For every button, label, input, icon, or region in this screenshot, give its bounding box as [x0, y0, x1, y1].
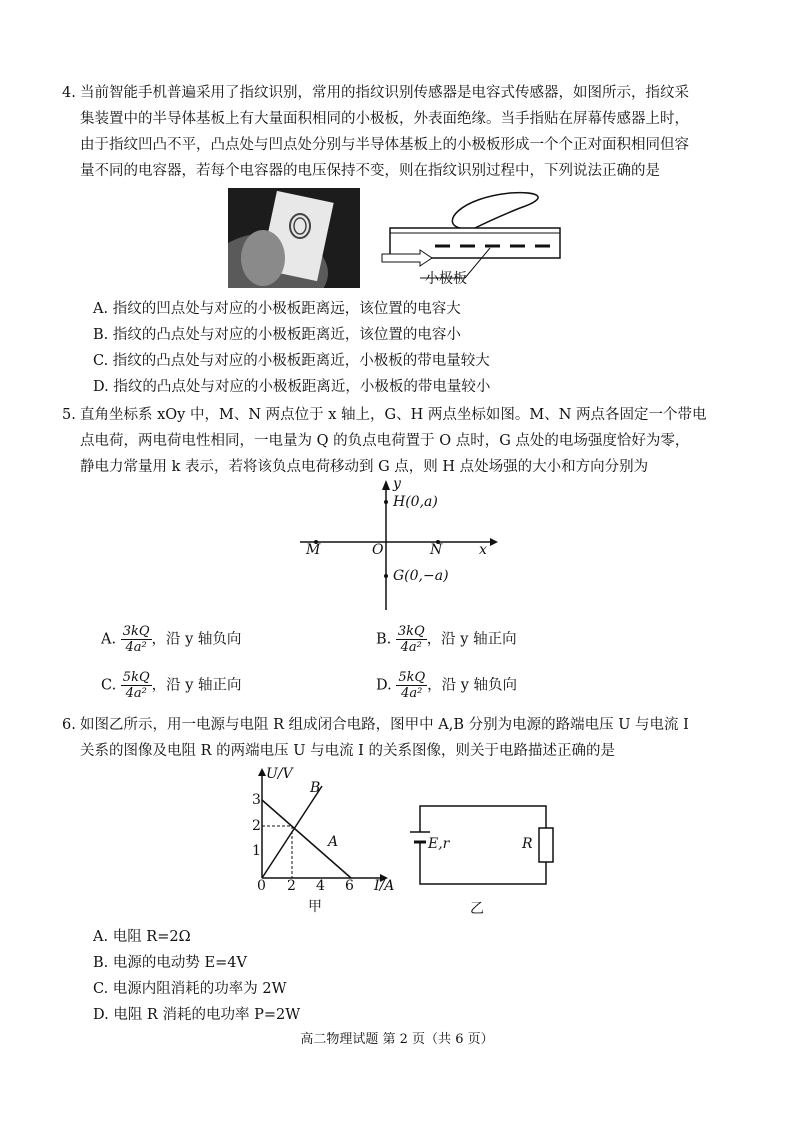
question-5: [62, 402, 730, 480]
point-m-label: M: [306, 542, 321, 558]
point-g-label: G(0,−a): [393, 568, 449, 584]
graph-ytick: 1: [252, 843, 261, 859]
q4-line-3: 由于指纹凹凸不平，凸点处与凹点处分别与半导体基板上的小极板形成一个个正对面积相同但容: [80, 137, 689, 153]
q4-option-d[interactable]: D. 指纹的凸点处与对应的小极板距离近，小极板的带电量较小: [93, 379, 491, 395]
q6-line-2: 关系的图像及电阻 R 的两端电压 U 与电流 I 的关系图像，则关于电路描述正确的是: [80, 743, 616, 759]
question-number: 6.: [62, 717, 76, 733]
y-axis-label: y: [393, 476, 401, 492]
question-number: 5.: [62, 407, 76, 423]
sensor-diagram: [380, 188, 580, 293]
q5-line-1: 直角坐标系 xOy 中，M、N 两点位于 x 轴上，G、H 两点坐标如图。M、N 两点各固定一个带电: [80, 407, 707, 423]
q5-line-2: 点电荷，两电荷电性相同，一电量为 Q 的负点电荷置于 O 点时，G 点处的电场强度恰好为零，: [80, 433, 690, 449]
q4-line-4: 量不同的电容器，若每个电容器的电压保持不变，则在指纹识别过程中，下列说法正确的是: [80, 163, 660, 179]
graph-xtick: 4: [316, 878, 325, 894]
q6-option-a[interactable]: A. 电阻 R=2Ω: [93, 929, 191, 945]
q6-option-c[interactable]: C. 电源内阻消耗的功率为 2W: [93, 981, 287, 997]
q4-line-1: 当前智能手机普遍采用了指纹识别，常用的指纹识别传感器是电容式传感器，如图所示，指纹采: [80, 85, 689, 101]
graph-xtick: 0: [257, 878, 266, 894]
resistor-label: R: [522, 836, 533, 852]
fraction: $\frac{5kQ}{\text{4a²}}$: [122, 670, 150, 701]
origin-label: O: [372, 542, 384, 558]
x-axis-label: x: [479, 542, 487, 558]
graph-ytick: 3: [252, 792, 261, 808]
graph-caption: 甲: [308, 899, 322, 915]
q4-option-b[interactable]: B. 指纹的凸点处与对应的小极板距离近，该位置的电容小: [93, 327, 461, 343]
question-6: [62, 712, 730, 764]
point-n-label: N: [430, 542, 443, 558]
graph-xtick: 2: [287, 878, 296, 894]
q6-option-d[interactable]: D. 电阻 R 消耗的电功率 P=2W: [93, 1007, 301, 1023]
fraction: $\frac{5kQ}{\text{4a²}}$: [398, 670, 426, 701]
graph-ytick: 2: [252, 818, 261, 834]
q5-line-3: 静电力常量用 k 表示，若将该负点电荷移动到 G 点，则 H 点处场强的大小和方向分别为: [80, 459, 649, 475]
fingerprint-photo: [228, 188, 360, 288]
graph-xtick: 6: [345, 878, 354, 894]
graph-y-label: U/V: [266, 766, 293, 782]
page-footer: 高二物理试题 第 2 页（共 6 页）: [300, 1032, 494, 1047]
q6-option-b[interactable]: B. 电源的电动势 E=4V: [93, 955, 247, 971]
fraction: $\frac{3kQ}{\text{4a²}}$: [122, 624, 150, 655]
q4-line-2: 集装置中的半导体基板上有大量面积相同的小极板，外表面绝缘。当手指贴在屏幕传感器上时，: [80, 111, 689, 127]
q4-option-c[interactable]: C. 指纹的凸点处与对应的小极板距离近，小极板的带电量较大: [93, 353, 490, 369]
point-h-label: H(0,a): [393, 494, 438, 510]
source-label: E,r: [428, 836, 450, 852]
graph-x-label: I/A: [374, 878, 395, 894]
question-number: 4.: [62, 85, 76, 101]
line-b-label: B: [310, 780, 321, 796]
q5-option-b[interactable]: B. $\frac{3kQ}{\text{4a²}}$ ，沿 y 轴正向: [376, 624, 517, 655]
line-a-label: A: [328, 834, 339, 850]
small-plate-label: 小极板: [425, 271, 467, 287]
q5-option-a[interactable]: A. $\frac{3kQ}{\text{4a²}}$ ，沿 y 轴负向: [101, 624, 242, 655]
fraction: $\frac{3kQ}{\text{4a²}}$: [397, 624, 425, 655]
q4-option-a[interactable]: A. 指纹的凹点处与对应的小极板距离远，该位置的电容大: [93, 301, 461, 317]
question-4: [62, 80, 730, 184]
q6-line-1: 如图乙所示，用一电源与电阻 R 组成闭合电路，图甲中 A,B 分别为电源的路端电压 U 与电流 I: [80, 717, 689, 733]
q5-option-c[interactable]: C. $\frac{5kQ}{\text{4a²}}$ ，沿 y 轴正向: [101, 670, 242, 701]
q5-option-d[interactable]: D. $\frac{5kQ}{\text{4a²}}$ ，沿 y 轴负向: [376, 670, 518, 701]
circuit-caption: 乙: [470, 901, 484, 917]
